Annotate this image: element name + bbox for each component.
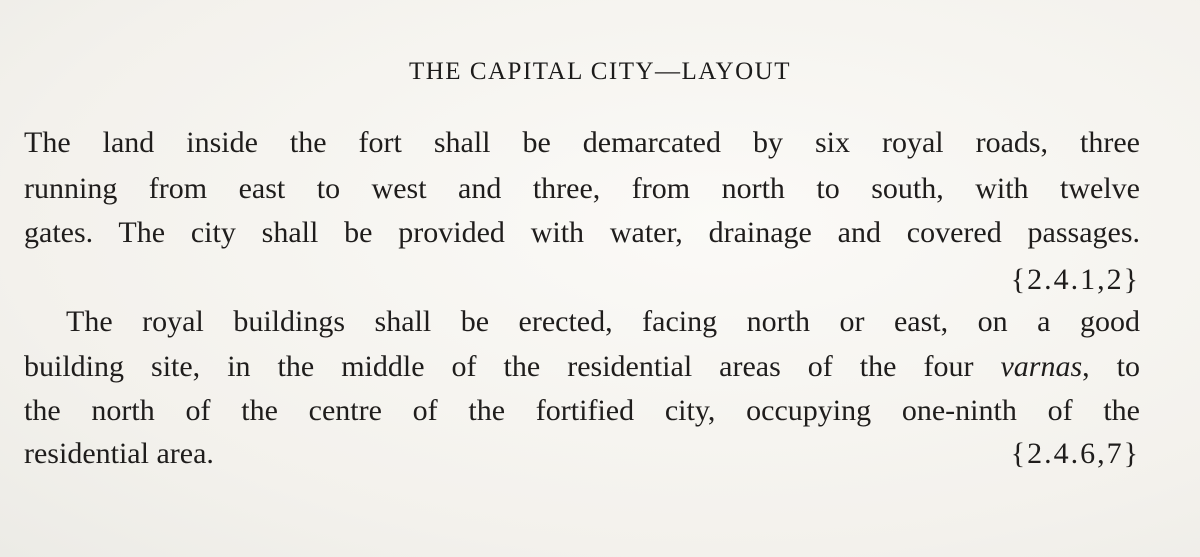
paragraph2-line3: the north of the centre of the fortified city, occupying one-ninth of the [24,394,1140,427]
paragraph2-line2-end: , to [1082,350,1141,383]
paragraph2-reference: {2.4.6,7} [1010,437,1140,470]
varnas-term: varnas [1000,350,1083,383]
paragraph1-line2: running from east to west and three, from north to south, with twelve [24,172,1140,205]
paragraph2-line1: The royal buildings shall be erected, facing north or east, on a good [66,305,1140,338]
paragraph2-line2 [24,350,1140,384]
paragraph1-reference: {2.4.1,2} [1010,263,1140,296]
section-heading: THE CAPITAL CITY—LAYOUT [408,58,791,85]
paragraph2-line4-text: residential area. [24,437,214,470]
paragraph2-line2-text: building site, in the middle of the residential areas of the four [24,350,974,383]
paragraph1-line3: gates. The city shall be provided with water, drainage and covered passages. [24,216,1140,249]
paragraph1-line1: The land inside the fort shall be demarcated by six royal roads, three [24,126,1140,159]
